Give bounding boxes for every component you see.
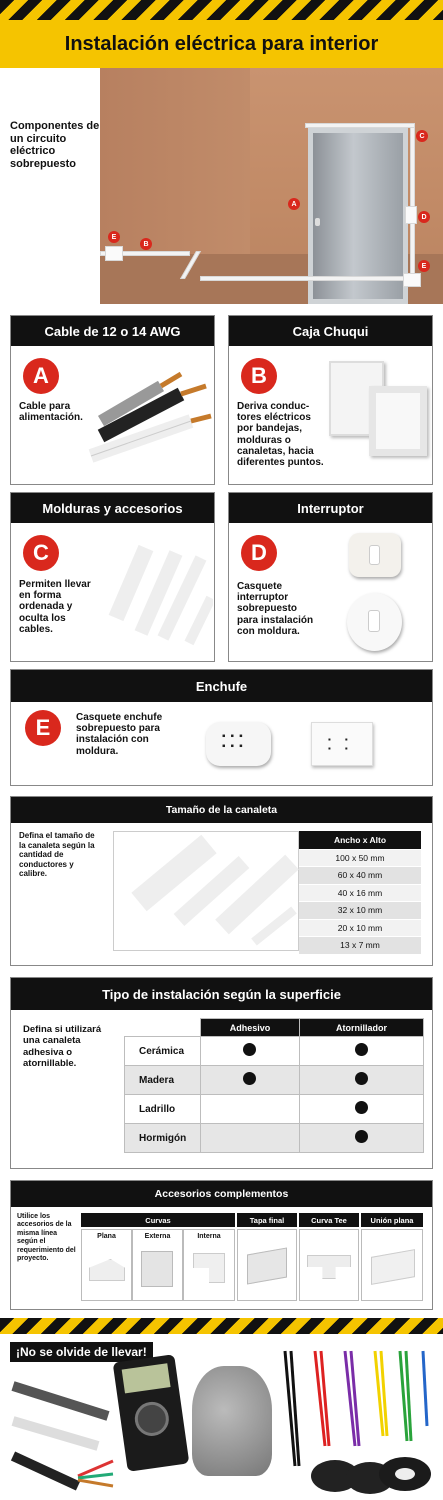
- canaleta-title: Tamaño de la canaleta: [11, 797, 432, 823]
- accesorios-title: Accesorios complementos: [11, 1181, 432, 1207]
- cable-ties-image: [275, 1346, 440, 1496]
- accesorios-text: Utilice los accesorios de la misma línea según el requerimiento del proyecto.: [17, 1213, 76, 1262]
- marker-b: B: [140, 238, 152, 250]
- badge-b: B: [241, 358, 277, 394]
- row-hormigon: Hormigón: [125, 1124, 201, 1153]
- check-dot: [355, 1101, 368, 1114]
- outlet-image: ▪▪▪ ▪▪▪: [206, 722, 271, 766]
- molduras-image: [101, 538, 213, 653]
- plana-label: Plana: [97, 1233, 116, 1240]
- top-stripes: [0, 0, 443, 20]
- interruptor-title: Interruptor: [229, 493, 432, 523]
- size-row: 13 x 7 mm: [299, 937, 421, 955]
- size-row: 20 x 10 mm: [299, 919, 421, 937]
- size-row: 100 x 50 mm: [299, 849, 421, 867]
- externa-label: Externa: [144, 1233, 171, 1240]
- marker-a: A: [288, 198, 300, 210]
- badge-a: A: [23, 358, 59, 394]
- canaleta-panel: [10, 796, 433, 966]
- badge-c: C: [23, 535, 59, 571]
- outlet-flat-image: ▪▪ ▪▪: [311, 722, 373, 766]
- bottom-stripes: [0, 1318, 443, 1334]
- cable-panel: [10, 315, 215, 485]
- page-title: Instalación eléctrica para interior: [64, 32, 379, 55]
- accesorios-panel: [10, 1180, 433, 1310]
- molduras-title: Molduras y accesorios: [11, 493, 214, 523]
- enchufe-panel: [10, 669, 433, 786]
- cable-image: [71, 366, 216, 481]
- interruptor-text: Casquete interruptor sobrepuesto para instalación con moldura.: [237, 581, 314, 637]
- row-ladrillo: Ladrillo: [125, 1095, 201, 1124]
- badge-d: D: [241, 535, 277, 571]
- reminder-section: [0, 1336, 443, 1500]
- molduras-text: Permiten llevar en forma ordenada y oculta los cables.: [19, 579, 91, 635]
- curvas-header: Curvas: [81, 1213, 235, 1227]
- superficie-title: Tipo de instalación según la superficie: [11, 978, 432, 1010]
- check-dot: [355, 1130, 368, 1143]
- marker-e-2: E: [418, 260, 430, 272]
- curva-tee-header: Curva Tee: [299, 1213, 359, 1227]
- hero-section: [0, 68, 443, 304]
- row-ceramica: Cerámica: [125, 1037, 201, 1066]
- superficie-panel: [10, 977, 433, 1169]
- marker-c: C: [416, 130, 428, 142]
- cables-image: [8, 1366, 118, 1491]
- size-header: Ancho x Alto: [299, 831, 421, 849]
- check-dot: [243, 1043, 256, 1056]
- cable-text: Cable para alimentación.: [19, 401, 83, 424]
- molduras-panel: [10, 492, 215, 662]
- size-row: 32 x 10 mm: [299, 902, 421, 920]
- marker-e: E: [108, 231, 120, 243]
- reminder-title: ¡No se olvide de llevar!: [10, 1342, 153, 1362]
- curva-externa-image: [141, 1251, 173, 1287]
- size-row: 60 x 40 mm: [299, 867, 421, 885]
- switch-image: [349, 533, 401, 577]
- hero-caption: Componentes de un circuito eléctrico sobrepuesto: [10, 120, 100, 170]
- check-dot: [243, 1072, 256, 1085]
- size-table: [299, 831, 421, 955]
- caja-text: Deriva conduc-tores eléctricos por bandejas, molduras o canaletas, hacia diferentes puntos.: [237, 401, 324, 468]
- multimeter-image: [113, 1354, 190, 1472]
- tapa-final-header: Tapa final: [237, 1213, 297, 1227]
- cable-title: Cable de 12 o 14 AWG: [11, 316, 214, 346]
- row-madera: Madera: [125, 1066, 201, 1095]
- size-row: 40 x 16 mm: [299, 884, 421, 902]
- gloves-image: [192, 1366, 272, 1476]
- title-band: [0, 20, 443, 68]
- check-dot: [355, 1043, 368, 1056]
- surface-table: [124, 1018, 424, 1153]
- caja-panel: [228, 315, 433, 485]
- canaleta-text: Defina el tamaño de la canaleta según la cantidad de conductores y calibre.: [19, 831, 95, 879]
- caja-title: Caja Chuqui: [229, 316, 432, 346]
- enchufe-text: Casquete enchufe sobrepuesto para instalación con moldura.: [76, 712, 163, 757]
- superficie-text: Defina si utilizará una canaleta adhesiva o atornillable.: [23, 1024, 102, 1070]
- marker-d: D: [418, 211, 430, 223]
- union-plana-header: Unión plana: [361, 1213, 423, 1227]
- interruptor-panel: [228, 492, 433, 662]
- switch-round-image: [347, 593, 402, 651]
- interna-label: Interna: [197, 1233, 221, 1240]
- enchufe-title: Enchufe: [11, 670, 432, 702]
- col-atornillador: Atornillador: [299, 1019, 423, 1037]
- check-dot: [355, 1072, 368, 1085]
- room-illustration: [100, 68, 443, 304]
- col-adhesivo: Adhesivo: [201, 1019, 300, 1037]
- badge-e: E: [25, 710, 61, 746]
- canaleta-image: [113, 831, 299, 951]
